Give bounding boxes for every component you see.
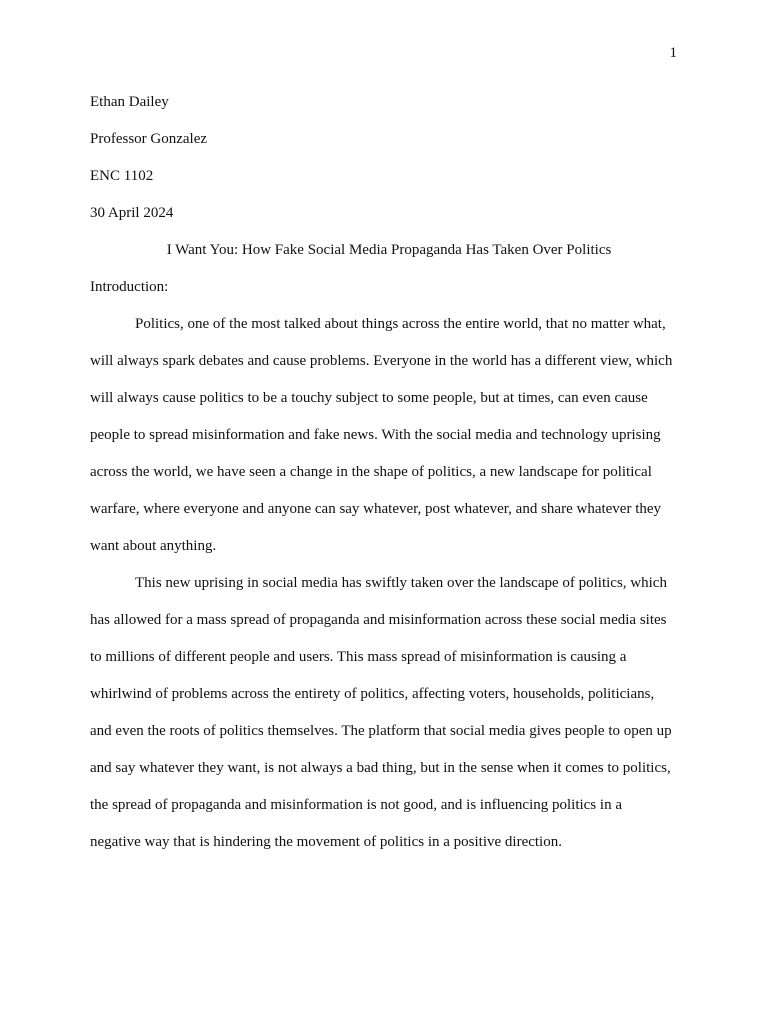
paragraph-line: across the world, we have seen a change in the shape of politics, a new landscape for political <box>90 464 652 480</box>
page-number: 1 <box>669 45 677 61</box>
paragraph-line: people to spread misinformation and fake news. With the social media and technology uprising <box>90 427 661 443</box>
paragraph-line: and even the roots of politics themselves. The platform that social media gives people to open up <box>90 723 672 739</box>
paragraph-line: to millions of different people and users. This mass spread of misinformation is causing a <box>90 649 627 665</box>
paragraph-line: Politics, one of the most talked about things across the entire world, that no matter what, <box>135 316 666 332</box>
paragraph-1 <box>90 313 680 572</box>
paragraph-line: This new uprising in social media has swiftly taken over the landscape of politics, which <box>135 575 667 591</box>
paragraph-line: whirlwind of problems across the entirety of politics, affecting voters, households, politicians, <box>90 686 655 702</box>
paragraph-line: has allowed for a mass spread of propaganda and misinformation across these social media sites <box>90 612 667 628</box>
paragraph-line: will always cause politics to be a touchy subject to some people, but at times, can even cause <box>90 390 648 406</box>
document-date: 30 April 2024 <box>90 205 174 221</box>
essay-title: I Want You: How Fake Social Media Propaganda Has Taken Over Politics <box>166 242 612 258</box>
paragraph-line: and say whatever they want, is not always a bad thing, but in the sense when it comes to politics, <box>90 760 671 776</box>
paragraph-2 <box>90 572 680 868</box>
paragraph-line: want about anything. <box>90 538 217 554</box>
paragraph-line: will always spark debates and cause problems. Everyone in the world has a different view, which <box>90 353 673 369</box>
course-code: ENC 1102 <box>90 168 154 184</box>
author-name: Ethan Dailey <box>90 94 169 110</box>
paragraph-line: warfare, where everyone and anyone can say whatever, post whatever, and share whatever they <box>90 501 662 517</box>
paragraph-line: negative way that is hindering the movement of politics in a positive direction. <box>90 834 562 850</box>
section-heading: Introduction: <box>90 279 169 295</box>
document-body <box>90 91 680 868</box>
instructor-name: Professor Gonzalez <box>90 131 208 147</box>
paragraph-line: the spread of propaganda and misinformation is not good, and is influencing politics in a <box>90 797 622 813</box>
